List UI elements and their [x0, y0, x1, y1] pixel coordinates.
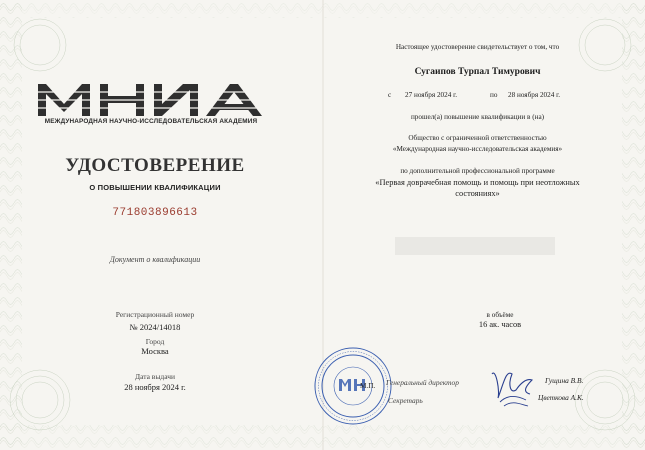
- certificate-subtitle: О ПОВЫШЕНИИ КВАЛИФИКАЦИИ: [89, 183, 221, 192]
- volume-value: 16 ак. часов: [478, 320, 522, 329]
- director-name: Гущина В.В.: [545, 376, 584, 385]
- org-line-1: Общество с ограниченной ответственностью: [408, 134, 547, 142]
- issue-date-label: Дата выдачи: [134, 372, 176, 381]
- registration-number: № 2024/14018: [129, 322, 181, 332]
- official-stamp: [313, 346, 393, 426]
- intro-text: Настоящее удостоверение свидетельствует о том, что: [395, 43, 560, 51]
- academy-name: МЕЖДУНАРОДНАЯ НАУЧНО-ИССЛЕДОВАТЕЛЬСКАЯ АКАДЕМИЯ: [44, 118, 258, 125]
- city-label: Город: [145, 337, 165, 346]
- certificate-title: УДОСТОВЕРЕНИЕ: [65, 155, 245, 176]
- secretary-label: Секретарь: [388, 396, 423, 405]
- date-to: 28 ноября 2024 г.: [508, 91, 561, 99]
- volume-label: в объёме: [486, 311, 514, 319]
- director-label: Генеральный директор: [386, 378, 459, 387]
- certificate-number: 771803896613: [112, 207, 198, 219]
- stamp-label: М.П.: [360, 382, 376, 390]
- program-line-2: состояниях»: [455, 189, 500, 198]
- secretary-name: Цветкова А.К.: [538, 393, 584, 402]
- date-from: 27 ноября 2024 г.: [405, 91, 458, 99]
- program-label: по дополнительной профессиональной программе: [400, 167, 555, 175]
- org-line-2: «Международная научно-исследовательская академия»: [392, 145, 563, 153]
- to-label: по: [490, 91, 498, 99]
- holder-name: Сугаипов Турпал Тимурович: [414, 67, 541, 77]
- director-signature: [486, 364, 540, 410]
- city-value: Москва: [141, 346, 169, 356]
- registration-label: Регистрационный номер: [115, 310, 195, 319]
- issue-date: 28 ноября 2024 г.: [124, 382, 186, 392]
- from-label: с: [388, 91, 392, 99]
- program-line-1: «Первая доврачебная помощь и помощь при неотложных: [375, 178, 580, 187]
- mnia-logo: [38, 80, 266, 120]
- passed-text: прошел(а) повышение квалификации в (на): [410, 113, 545, 121]
- document-type: Документ о квалификации: [109, 255, 201, 264]
